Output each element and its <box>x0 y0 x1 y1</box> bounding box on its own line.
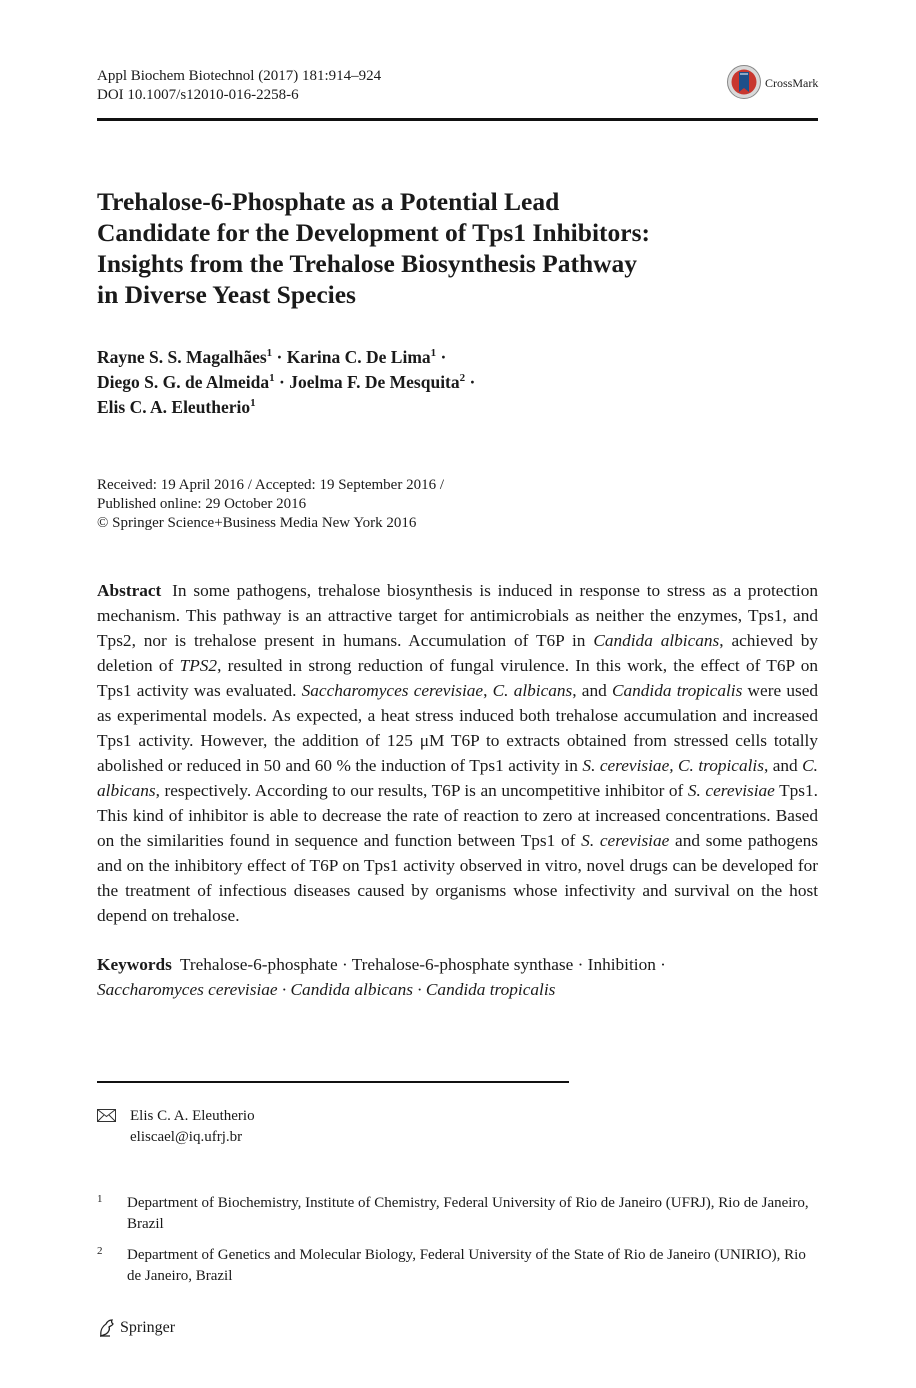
correspondence-email[interactable]: eliscael@iq.ufrj.br <box>130 1129 243 1145</box>
abstract-italic: Candida albicans <box>593 631 720 650</box>
affiliation-marker: 1 <box>266 347 273 359</box>
author-separator: · <box>440 347 447 367</box>
keywords-line: Trehalose-6-phosphate · Trehalose-6-phosphate synthase · Inhibition · <box>179 955 666 974</box>
journal-citation <box>97 67 381 105</box>
abstract-text: , and <box>572 681 612 700</box>
author-separator: · <box>278 372 285 392</box>
correspondence <box>97 1106 255 1148</box>
copyright-notice: © Springer Science+Business Media New York 2016 <box>97 515 417 531</box>
publication-history <box>97 476 444 533</box>
crossmark-label: CrossMark <box>765 75 819 90</box>
title-line: in Diverse Yeast Species <box>97 280 356 309</box>
abstract <box>97 578 818 928</box>
abstract-heading: Abstract <box>97 581 162 600</box>
abstract-text: , achieved by deletion of <box>97 631 818 675</box>
affiliation-marker: 1 <box>269 372 275 384</box>
envelope-icon <box>97 1109 116 1122</box>
journal-line: Appl Biochem Biotechnol (2017) 181:914–924 <box>97 68 382 84</box>
author-name[interactable]: Karina C. De Lima <box>286 347 431 367</box>
abstract-italic: S. cerevisiae <box>687 781 775 800</box>
springer-horse-logo <box>97 1318 117 1338</box>
crossmark-logo <box>726 64 762 102</box>
keywords <box>97 952 818 1002</box>
abstract-text: were used as experimental models. As expected, a heat stress induced both trehalose accumulation and increased Tps1 activity. However, the addition of 125 μM T6P to extracts obtained from stressed cells totally abolished or reduced in 50 and 60 % the induction of Tps1 activity in <box>97 681 818 775</box>
author-name[interactable]: Rayne S. S. Magalhães <box>97 347 267 367</box>
title-line: Insights from the Trehalose Biosynthesis Pathway <box>97 249 638 278</box>
published-online: Published online: 29 October 2016 <box>97 496 307 512</box>
abstract-text: , resulted in strong reduction of fungal virulence. In this work, the effect of T6P on Tps1 activity was evaluated. <box>97 656 819 700</box>
author-separator: · <box>469 372 476 392</box>
author-name[interactable]: Diego S. G. de Almeida <box>97 372 270 392</box>
title-line: Trehalose-6-Phosphate as a Potential Lead <box>97 187 560 216</box>
affiliation-marker: 1 <box>250 397 256 409</box>
abstract-text: , <box>483 681 493 700</box>
doi-line[interactable]: DOI 10.1007/s12010-016-2258-6 <box>97 87 299 103</box>
footnote-divider <box>97 1081 569 1083</box>
title-line: Candidate for the Development of Tps1 Inhibitors: <box>97 218 651 247</box>
article-title <box>97 186 737 310</box>
abstract-text: In some pathogens, trehalose biosynthesis is induced in response to stress as a protection mechanism. This pathway is an attractive target for antimicrobials as neither the enzymes, Tps1, and Tps2, nor is trehalose present in humans. Accumulation of T6P in <box>97 581 818 650</box>
abstract-text: and some pathogens and on the inhibitory effect of T6P on Tps1 activity observed in vitro, novel drugs can be developed for the treatment of infectious diseases caused by organisms whose infectivity and survival on the host depend on trehalose. <box>97 831 818 925</box>
header-divider <box>97 118 818 121</box>
affiliation-marker: 1 <box>430 347 437 359</box>
abstract-italic: S. cerevisiae, C. tropicalis <box>582 756 764 775</box>
abstract-text: , and <box>763 756 803 775</box>
affiliation <box>97 1245 818 1287</box>
abstract-italic: TPS2 <box>179 656 218 675</box>
affiliation <box>97 1193 818 1235</box>
affiliation-marker: 2 <box>459 372 466 384</box>
abstract-italic: S. cerevisiae <box>581 831 670 850</box>
crossmark-badge[interactable] <box>726 64 818 102</box>
correspondence-name: Elis C. A. Eleutherio <box>130 1108 255 1124</box>
abstract-italic: C. albicans <box>97 756 819 800</box>
publisher-footer <box>97 1318 175 1338</box>
abstract-italic: Candida tropicalis <box>611 681 743 700</box>
affiliation-text: Department of Biochemistry, Institute of Chemistry, Federal University of Rio de Janeiro (UFRJ), Rio de Janeiro, Brazil <box>127 1195 809 1232</box>
abstract-italic: C. albicans <box>492 681 573 700</box>
affiliation-number: 1 <box>97 1193 103 1205</box>
author-name[interactable]: Joelma F. De Mesquita <box>289 372 460 392</box>
keywords-heading: Keywords <box>97 955 172 974</box>
affiliation-text: Department of Genetics and Molecular Biology, Federal University of the State of Rio de Janeiro (UNIRIO), Rio de Janeiro, Brazil <box>127 1247 806 1284</box>
received-accepted: Received: 19 April 2016 / Accepted: 19 September 2016 / <box>97 477 445 493</box>
keywords-line: Saccharomyces cerevisiae · Candida albicans · Candida tropicalis <box>97 980 556 999</box>
author-list <box>97 345 475 420</box>
author-name[interactable]: Elis C. A. Eleutherio <box>97 397 251 417</box>
affiliation-number: 2 <box>97 1245 103 1257</box>
author-separator: · <box>276 347 283 367</box>
abstract-text: Tps1. This kind of inhibitor is able to decrease the rate of reaction to zero at increased concentrations. Based on the similarities found in sequence and function between Tps1 of <box>97 781 818 850</box>
abstract-italic: Saccharomyces cerevisiae <box>301 681 484 700</box>
abstract-text: , respectively. According to our results, T6P is an uncompetitive inhibitor of <box>155 781 688 800</box>
publisher-name: Springer <box>120 1319 176 1336</box>
